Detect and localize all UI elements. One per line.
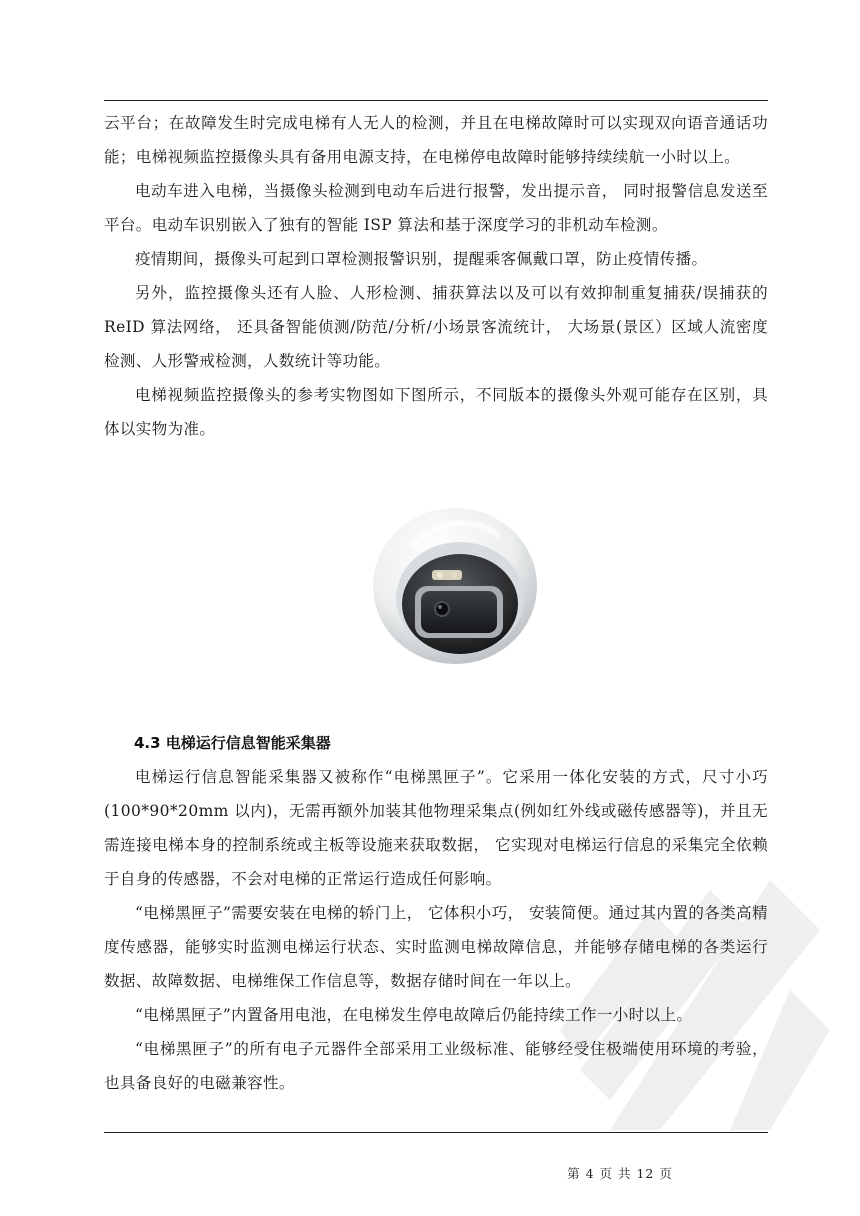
dome-camera-photo bbox=[360, 486, 550, 676]
section-heading: 4.3 电梯运行信息智能采集器 bbox=[134, 734, 331, 752]
paragraph: 疫情期间，摄像头可起到口罩检测报警识别，提醒乘客佩戴口罩，防止疫情传播。 bbox=[135, 250, 708, 268]
paragraph: 电梯视频监控摄像头的参考实物图如下图所示，不同版本的摄像头外观可能存在区别，具体以实物为准。 bbox=[104, 386, 768, 438]
body-text-top bbox=[104, 106, 768, 446]
paragraph: 另外，监控摄像头还有人脸、人形检测、捕获算法以及可以有效抑制重复捕获/误捕获的 ReID 算法网络， 还具备智能侦测/防范/分析/小场景客流统计， 大场景(景区）区域人流密度检测、人形警戒检测，人数统计等功能。 bbox=[104, 284, 768, 370]
paragraph: 云平台；在故障发生时完成电梯有人无人的检测，并且在电梯故障时可以实现双向语音通话功能；电梯视频监控摄像头具有备用电源支持，在电梯停电故障时能够持续续航一小时以上。 bbox=[104, 114, 768, 166]
paragraph: “电梯黑匣子”的所有电子元器件全部采用工业级标准、能够经受住极端使用环境的考验，也具备良好的电磁兼容性。 bbox=[104, 1040, 768, 1092]
page-number: 第 4 页 共 12 页 bbox=[567, 1166, 673, 1181]
footer-rule bbox=[104, 1132, 768, 1133]
header-rule bbox=[104, 100, 768, 101]
paragraph: 电动车进入电梯，当摄像头检测到电动车后进行报警，发出提示音， 同时报警信息发送至平台。电动车识别嵌入了独有的智能 ISP 算法和基于深度学习的非机动车检测。 bbox=[104, 182, 768, 234]
paragraph: “电梯黑匣子”内置备用电池，在电梯发生停电故障后仍能持续工作一小时以上。 bbox=[135, 1006, 693, 1024]
paragraph: “电梯黑匣子”需要安装在电梯的轿门上， 它体积小巧， 安装简便。通过其内置的各类高精度传感器，能够实时监测电梯运行状态、实时监测电梯故障信息，并能够存储电梯的各类运行数据、故障数据、电梯维保工作信息等，数据存储时间在一年以上。 bbox=[104, 904, 768, 990]
logo-watermark-icon bbox=[540, 870, 840, 1140]
paragraph: 电梯运行信息智能采集器又被称作“电梯黑匣子”。它采用一体化安装的方式，尺寸小巧(100*90*20mm 以内)，无需再额外加装其他物理采集点(例如红外线或磁传感器等)，并且无需连接电梯本身的控制系统或主板等设施来获取数据， 它实现对电梯运行信息的采集完全依赖于自身的传感器，不会对电梯的正常运行造成任何影响。 bbox=[104, 768, 768, 888]
